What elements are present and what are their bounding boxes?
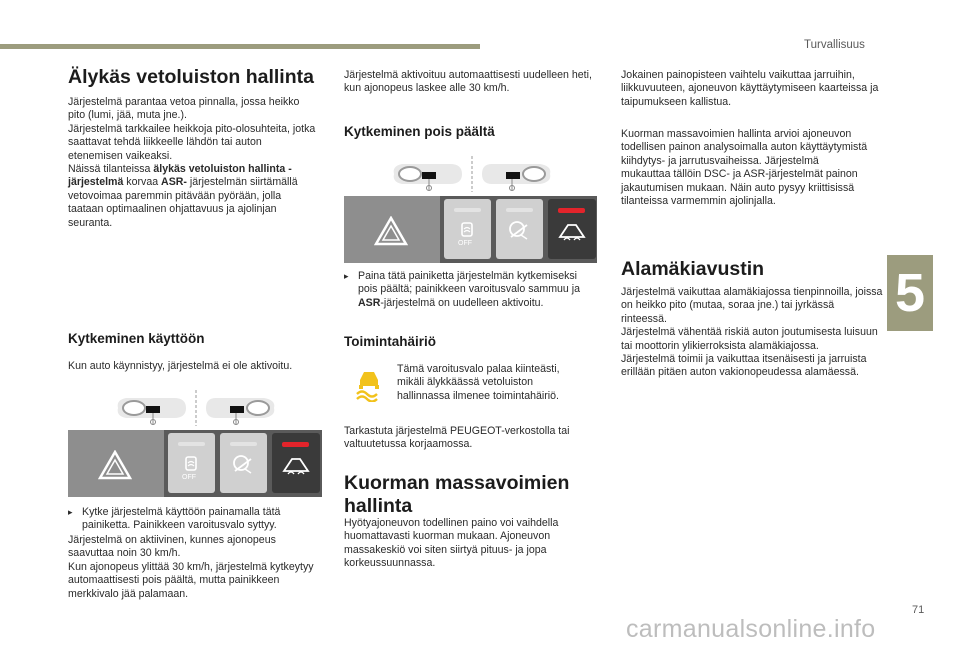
intro-line-3 — [68, 163, 318, 230]
indicator-led-on — [282, 442, 309, 447]
hazard-button[interactable] — [344, 196, 440, 263]
deactivation-bullet — [344, 270, 596, 310]
activation-bullet-text: Kytke järjestelmä käyttöön painamalla tätä painiketta. Painikkeen varoitusvalo syttyy. — [82, 506, 281, 532]
activation-bullet — [68, 506, 318, 533]
hazard-button[interactable] — [68, 430, 164, 497]
steering-wheel-icon — [206, 398, 274, 425]
indicator-led-on — [558, 208, 585, 213]
section-title: Turvallisuus — [804, 39, 865, 51]
indicator-led — [178, 442, 205, 446]
after-line-1: Järjestelmä on aktiivinen, kunnes ajonopeus saavuttaa noin 30 km/h. — [68, 534, 276, 560]
header-accent-bar — [0, 44, 480, 49]
after-line-2: Kun ajonopeus ylittää 30 km/h, järjestelmä kytkeytyy automaattisesti pois päältä, mutta painikkeen merkkivalo jää palamaan. — [68, 560, 314, 600]
switch-panel — [68, 430, 322, 497]
hill-text — [621, 286, 883, 380]
hill-descent-button[interactable] — [220, 433, 267, 493]
load-heading-line-2: hallinta — [344, 495, 413, 517]
hill-line-3: Järjestelmä toimii ja vaikuttaa itsenäisesti ja jarruista erillään pitäen auton vakionopeudessa alamäessä. — [621, 353, 867, 379]
intelligent-traction-button[interactable] — [272, 433, 320, 493]
intro-line-1: Järjestelmä parantaa vetoa pinnalla, jossa heikko pito (lumi, jää, muta jne.). — [68, 96, 300, 122]
chapter-tab: 5 — [887, 255, 933, 331]
indicator-led — [230, 442, 257, 446]
steering-wheel-illustration — [392, 154, 552, 194]
hill-descent-button[interactable] — [496, 199, 543, 259]
watermark: carmanualsonline.info — [626, 615, 876, 643]
deactivation-asr: ASR — [358, 296, 381, 309]
intelligent-traction-icon — [558, 221, 586, 241]
fault-text: Tämä varoitusvalo palaa kiinteästi, mikäli älykkäässä vetoluiston hallinnassa ilmenee toimintahäiriö. — [397, 363, 560, 402]
fault-heading: Toimintahäiriö — [344, 334, 437, 349]
load-heading — [344, 472, 569, 518]
intelligent-traction-icon — [282, 455, 310, 475]
bullet-marker-icon: ▸ — [344, 271, 349, 281]
off-label: OFF — [182, 474, 196, 481]
intro-line-2: Järjestelmä tarkkailee heikkoja pito-olosuhteita, jotka saattavat tehdä liikkeelle lähdön tai auton etenemisen vaikeaksi. — [68, 122, 316, 162]
hill-heading: Alamäkiavustin — [621, 258, 765, 280]
deactivation-heading: Kytkeminen pois päältä — [344, 124, 495, 139]
intro-3-mid: korvaa — [123, 176, 162, 189]
deactivation-post: -järjestelmä on uudelleen aktivoitu. — [380, 296, 544, 309]
intro-3-post: järjestelmän siirtämällä vetovoimaa paremmin pitävään pyörään, jolla taataan optimaalinen ohjattavuus ja ajolinjan seuranta. — [68, 176, 298, 229]
steering-wheel-icon — [482, 164, 550, 191]
hill-line-2: Järjestelmä vähentää riskiä auton joutumisesta luisuun tai moottorin ylikierroksista alamäkiajossa. — [621, 326, 878, 352]
switch-panel — [344, 196, 597, 263]
reactivation-text: Järjestelmä aktivoituu automaattisesti uudelleen heti, kun ajonopeus laskee alle 30 km/h. — [344, 69, 592, 95]
page-number: 71 — [912, 604, 925, 616]
hazard-triangle-icon — [98, 450, 132, 480]
steering-wheel-icon — [118, 398, 186, 425]
hill-line-1: Järjestelmä vaikuttaa alamäkiajossa tienpinnoilla, joissa on heikko pito (mutaa, soraa jne.) tai jyrkässä rinteessä. — [621, 286, 883, 325]
load-text: Hyötyajoneuvon todellinen paino voi vaihdella huomattavasti kuorman mukaan. Ajoneuvon massakeskiö voi siten siirtyä pituus- ja jopa korkeussuunnassa. — [344, 517, 559, 570]
load-paragraph-1: Jokainen painopisteen vaihtelu vaikuttaa jarruihin, liikkuvuuteen, ajoneuvon käyttäytymiseen kaarteissa ja taipumukseen kallistua. — [621, 69, 879, 108]
activation-after — [68, 534, 318, 601]
bullet-marker-icon: ▸ — [68, 507, 73, 517]
intelligent-traction-button[interactable] — [548, 199, 596, 259]
intro-paragraph — [68, 96, 318, 230]
load-heading-line-1: Kuorman massavoimien — [344, 472, 570, 494]
steering-wheel-icon — [394, 164, 462, 191]
activation-heading: Kytkeminen käyttöön — [68, 331, 205, 346]
main-title: Älykäs vetoluiston hallinta — [68, 66, 314, 88]
fault-check-text: Tarkastuta järjestelmä PEUGEOT-verkostolla tai valtuutetussa korjaamossa. — [344, 425, 570, 451]
traction-off-icon — [459, 221, 475, 239]
indicator-led — [454, 208, 481, 212]
intro-3-asr: ASR- — [161, 176, 187, 189]
hill-descent-icon — [231, 453, 255, 475]
activation-text: Kun auto käynnistyy, järjestelmä ei ole aktivoitu. — [68, 360, 293, 372]
steering-wheel-illustration — [116, 388, 276, 428]
traction-off-icon — [183, 455, 199, 473]
traction-off-button[interactable] — [444, 199, 491, 259]
skid-warning-icon — [354, 368, 384, 402]
hill-descent-icon — [507, 219, 531, 241]
off-label: OFF — [458, 240, 472, 247]
hazard-triangle-icon — [374, 216, 408, 246]
deactivation-pre: Paina tätä painiketta järjestelmän kytkemiseksi pois päältä; painikkeen varoitusvalo sammuu ja — [358, 270, 581, 296]
intro-3-pre: Näissä tilanteissa — [68, 163, 154, 176]
load-paragraph-2: Kuorman massavoimien hallinta arvioi ajoneuvon todellisen painon analysoimalla auton käyttäytymistä kiihdytys- ja jarrutusvaiheissa. Järjestelmä mukauttaa tällöin DSC- ja ASR-järjestelmät painon jakautumisen mukaan. Näin auto pysyy kriittisissä tilanteissa varmemmin ajolinjalla. — [621, 128, 868, 208]
indicator-led — [506, 208, 533, 212]
intro-3-bold: älykäs vetoluiston hallinta -järjestelmä — [68, 163, 292, 189]
traction-off-button[interactable] — [168, 433, 215, 493]
